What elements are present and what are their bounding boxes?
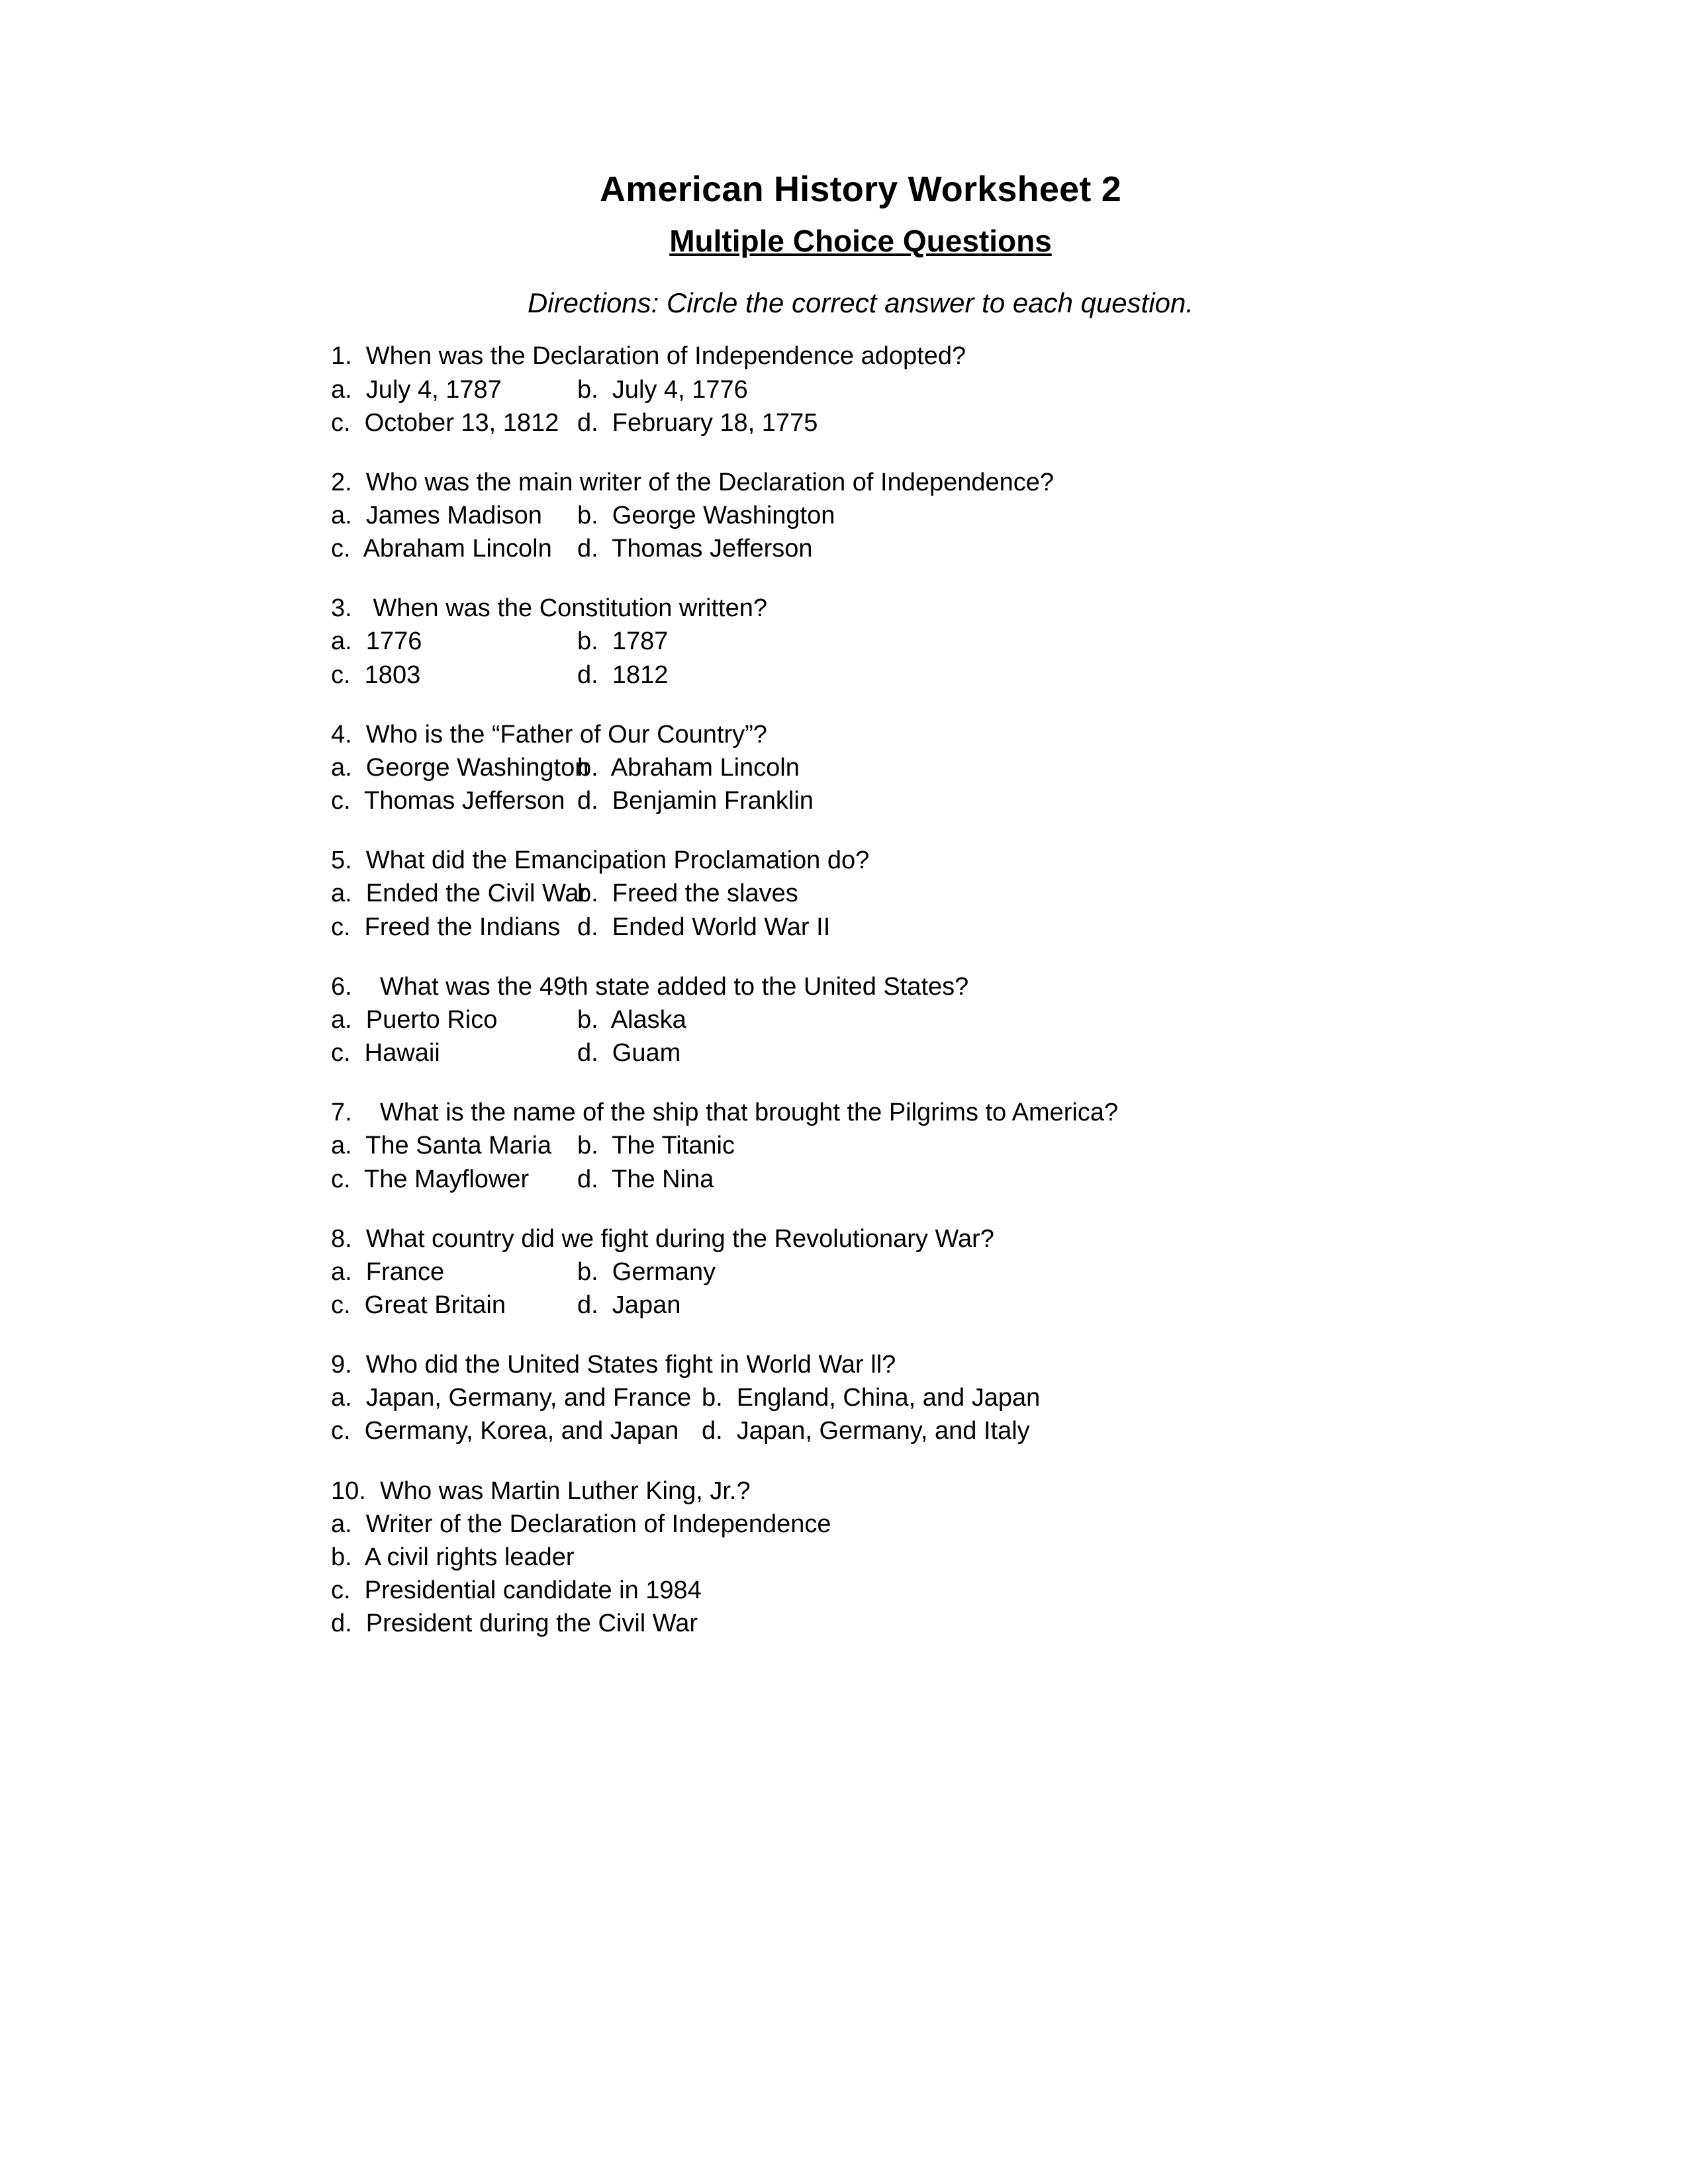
option-row-cd	[331, 406, 1390, 439]
option-c[interactable]: c. Presidential candidate in 1984	[331, 1576, 702, 1605]
option-row-cd	[331, 1163, 1390, 1196]
option-c[interactable]: c. 1803	[331, 660, 421, 689]
option-d[interactable]: d. Japan, Germany, and Italy	[702, 1417, 1030, 1445]
worksheet-content	[331, 169, 1390, 1666]
option-row-cd	[331, 659, 1390, 692]
option-row-ab	[331, 877, 1390, 910]
question-text: 5. What did the Emancipation Proclamation do?	[331, 846, 870, 875]
option-d[interactable]: d. Ended World War II	[577, 913, 831, 941]
question-item	[331, 844, 1390, 943]
option-row-ab	[331, 1255, 1390, 1289]
option-d[interactable]: d. Thomas Jefferson	[577, 535, 813, 563]
option-c[interactable]: c. October 13, 1812	[331, 408, 559, 437]
question-item	[331, 1096, 1390, 1195]
question-text: 2. Who was the main writer of the Declaration of Independence?	[331, 468, 1055, 496]
option-row-cd	[331, 532, 1390, 565]
option-row-cd	[331, 1289, 1390, 1322]
option-row-ab	[331, 1381, 1390, 1414]
option-b[interactable]: b. Abraham Lincoln	[577, 753, 800, 782]
question-text: 9. Who did the United States fight in World War ll?	[331, 1351, 896, 1379]
option-row-cd	[331, 1414, 1390, 1447]
question-text: 6. What was the 49th state added to the United States?	[331, 972, 969, 1001]
option-b[interactable]: b. 1787	[577, 627, 669, 656]
option-a[interactable]: a. The Santa Maria	[331, 1132, 552, 1160]
option-row-cd	[331, 1036, 1390, 1069]
option-d[interactable]: d. 1812	[577, 660, 669, 689]
option-c[interactable]: c. Hawaii	[331, 1039, 440, 1068]
question-item	[331, 970, 1390, 1069]
question-text: 10. Who was Martin Luther King, Jr.?	[331, 1477, 751, 1505]
option-c[interactable]: c. Thomas Jefferson	[331, 787, 565, 815]
option-row-ab	[331, 499, 1390, 532]
option-b[interactable]: b. England, China, and Japan	[702, 1384, 1041, 1412]
option-d[interactable]: d. President during the Civil War	[331, 1610, 698, 1638]
option-b[interactable]: b. Alaska	[577, 1005, 686, 1034]
option-c[interactable]: c. Freed the Indians	[331, 913, 561, 941]
option-a[interactable]: a. James Madison	[331, 502, 542, 529]
question-item	[331, 1348, 1390, 1447]
question-item	[331, 592, 1390, 691]
option-a[interactable]: a. Ended the Civil War	[331, 880, 588, 908]
page-subtitle: Multiple Choice Questions	[669, 223, 1052, 258]
option-row-ab	[331, 373, 1390, 406]
option-a[interactable]: a. 1776	[331, 627, 422, 656]
option-row-ab	[331, 625, 1390, 658]
question-text: 7. What is the name of the ship that brought the Pilgrims to America?	[331, 1099, 1119, 1127]
option-a[interactable]: a. July 4, 1787	[331, 375, 502, 404]
directions-text: Directions: Circle the correct answer to each question.	[527, 287, 1194, 318]
option-a[interactable]: a. France	[331, 1257, 445, 1286]
option-a[interactable]: a. Japan, Germany, and France	[331, 1384, 692, 1412]
option-d[interactable]: d. Japan	[577, 1291, 681, 1319]
questions-list	[331, 340, 1390, 1640]
option-b[interactable]: b. July 4, 1776	[577, 375, 748, 404]
question-text: 1. When was the Declaration of Independence adopted?	[331, 342, 966, 371]
option-c[interactable]: c. Great Britain	[331, 1291, 506, 1319]
question-text: 4. Who is the “Father of Our Country”?	[331, 720, 767, 749]
page-title: American History Worksheet 2	[600, 169, 1121, 209]
question-text: 3. When was the Constitution written?	[331, 594, 767, 623]
option-d[interactable]: d. Benjamin Franklin	[577, 787, 814, 815]
option-c[interactable]: c. Abraham Lincoln	[331, 535, 552, 563]
option-b[interactable]: b. George Washington	[577, 502, 835, 529]
question-text: 8. What country did we fight during the Revolutionary War?	[331, 1224, 994, 1253]
option-b[interactable]: b. The Titanic	[577, 1132, 735, 1160]
question-item	[331, 466, 1390, 565]
option-b[interactable]: b. A civil rights leader	[331, 1543, 575, 1571]
option-d[interactable]: d. February 18, 1775	[577, 408, 818, 437]
option-c[interactable]: c. The Mayflower	[331, 1165, 530, 1193]
option-d[interactable]: d. Guam	[577, 1039, 681, 1068]
question-item	[331, 1222, 1390, 1322]
option-b[interactable]: b. Freed the slaves	[577, 880, 798, 908]
option-row-cd	[331, 911, 1390, 944]
option-row-cd	[331, 784, 1390, 817]
option-row-ab	[331, 751, 1390, 784]
option-a[interactable]: a. Puerto Rico	[331, 1005, 498, 1034]
question-item	[331, 718, 1390, 817]
option-a[interactable]: a. George Washington	[331, 753, 589, 782]
question-item	[331, 1475, 1390, 1641]
option-a[interactable]: a. Writer of the Declaration of Independence	[331, 1510, 831, 1538]
option-c[interactable]: c. Germany, Korea, and Japan	[331, 1417, 679, 1445]
option-d[interactable]: d. The Nina	[577, 1165, 714, 1193]
option-row-ab	[331, 1003, 1390, 1036]
question-item	[331, 340, 1390, 439]
option-b[interactable]: b. Germany	[577, 1257, 716, 1286]
option-row-ab	[331, 1129, 1390, 1162]
